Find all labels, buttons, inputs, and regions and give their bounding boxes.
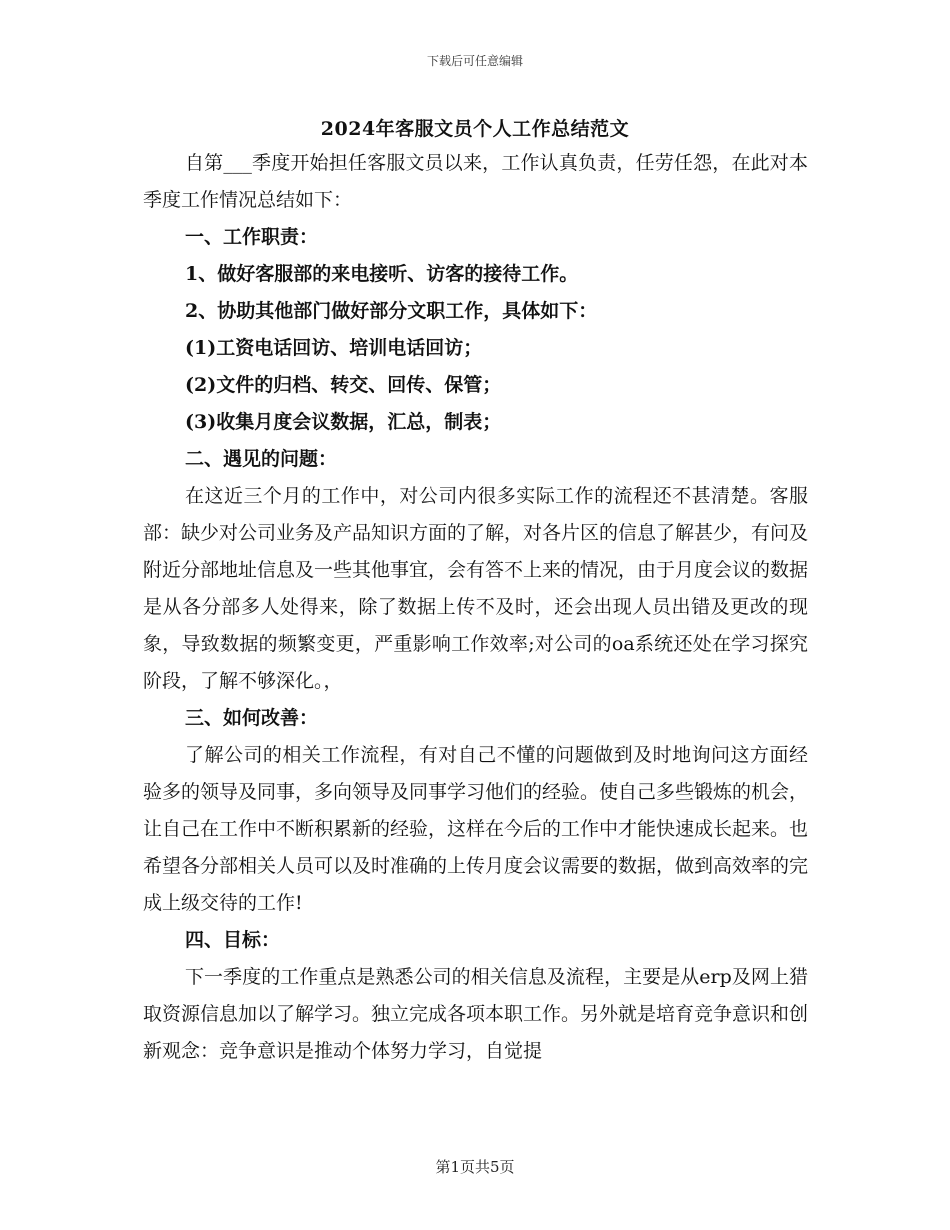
section-heading-problems: 二、遇见的问题： bbox=[185, 448, 338, 470]
section-heading-duties: 一、工作职责： bbox=[185, 226, 319, 248]
intro-paragraph: 自第___季度开始担任客服文员以来，工作认真负责，任劳任怨，在此对本季度工作情况总结如下： bbox=[143, 152, 808, 211]
section-heading-goals: 四、目标： bbox=[185, 929, 281, 951]
page-header-note: 下载后可任意编辑 bbox=[426, 54, 523, 68]
duty-subitem-3: (3)收集月度会议数据，汇总，制表； bbox=[185, 411, 502, 433]
improvement-paragraph: 了解公司的相关工作流程，有对自己不懂的问题做到及时地询问这方面经验多的领导及同事，多向领导及同事学习他们的经验。使自己多些锻炼的机会，让自己在工作中不断积累新的经验，这样在今后的工作中才能快速成长起来。也希望各分部相关人员可以及时准确的上传月度会议需要的数据，做到高效率的完成上级交待的工作! bbox=[143, 744, 809, 914]
duty-item-1: 1、做好客服部的来电接听、访客的接待工作。 bbox=[185, 263, 579, 285]
duty-subitem-1: (1)工资电话回访、培训电话回访； bbox=[185, 337, 483, 359]
duty-item-2: 2、协助其他部门做好部分文职工作，具体如下： bbox=[185, 300, 598, 322]
goals-paragraph: 下一季度的工作重点是熟悉公司的相关信息及流程，主要是从erp及网上猎取资源信息加以了解学习。独立完成各项本职工作。另外就是培育竞争意识和创新观念：竞争意识是推动个体努力学习，自觉提 bbox=[143, 966, 809, 1062]
page-number: 第1页共5页 bbox=[435, 1158, 515, 1176]
document-body bbox=[143, 145, 808, 1070]
section-heading-improvement: 三、如何改善： bbox=[185, 707, 319, 729]
problems-paragraph: 在这近三个月的工作中，对公司内很多实际工作的流程还不甚清楚。客服部：缺少对公司业务及产品知识方面的了解，对各片区的信息了解甚少，有问及附近分部地址信息及一些其他事宜，会有答不上来的情况，由于月度会议的数据是从各分部多人处得来，除了数据上传不及时，还会出现人员出错及更改的现象，导致数据的频繁变更，严重影响工作效率;对公司的oa系统还处在学习探究阶段，了解不够深化。， bbox=[143, 485, 809, 692]
document-title: 2024年客服文员个人工作总结范文 bbox=[320, 118, 630, 140]
duty-subitem-2: (2)文件的归档、转交、回传、保管； bbox=[185, 374, 502, 396]
